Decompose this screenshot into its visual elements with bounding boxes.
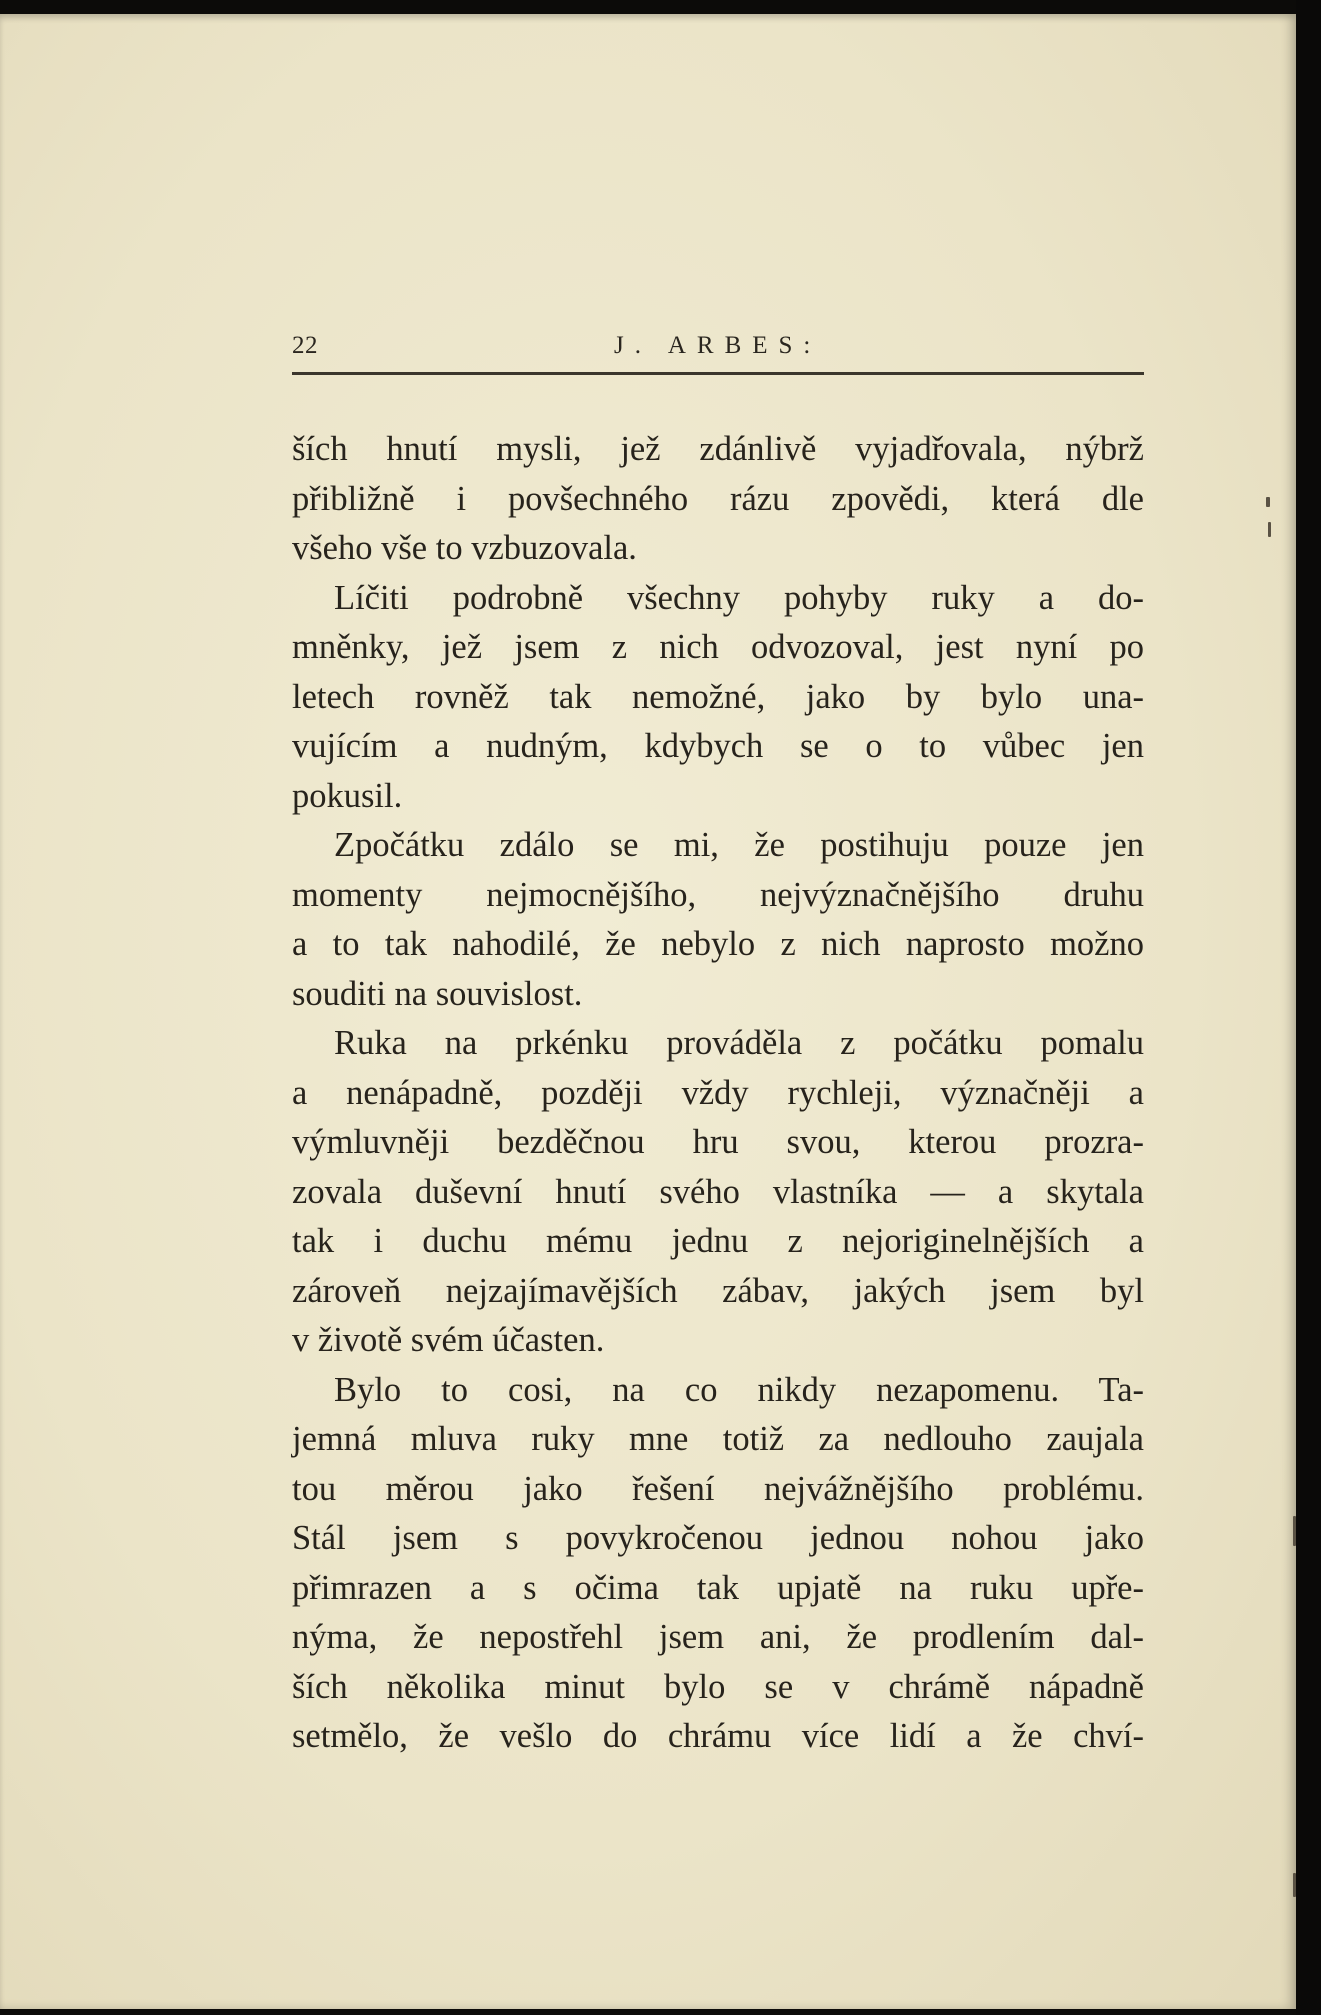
text-line: souditi na souvislost. (292, 974, 583, 1013)
page-header (292, 332, 1144, 362)
text-line: v životě svém účasten. (292, 1321, 605, 1359)
text-line: a nenápadně, později vždy rychleji, význačněji a (292, 1073, 1144, 1112)
text-line: výmluvněji bezděčnou hru svou, kterou prozra- (292, 1123, 1144, 1161)
running-head: J. ARBES: (614, 332, 822, 359)
text-line: momenty nejmocnějšího, nejvýznačnějšího druhu (292, 875, 1144, 914)
margin-speck (1293, 1873, 1296, 1897)
text-line: ších několika minut bylo se v chrámě nápadně (292, 1667, 1144, 1706)
body-text (292, 425, 1144, 1762)
paragraph (292, 821, 1144, 1019)
text-line: ších hnutí mysli, jež zdánlivě vyjadřovala, nýbrž (292, 430, 1144, 468)
text-line: Bylo to cosi, na co nikdy nezapomenu. Ta- (334, 1370, 1144, 1409)
page-edge-shadow (1296, 0, 1321, 2015)
margin-speck (1293, 1516, 1296, 1546)
margin-speck (1266, 497, 1270, 507)
text-line: jemná mluva ruky mne totiž za nedlouho zaujala (292, 1420, 1144, 1458)
text-line: Líčiti podrobně všechny pohyby ruky a do- (334, 578, 1144, 617)
text-line: setmělo, že vešlo do chrámu více lidí a že chví- (292, 1717, 1144, 1755)
text-line: mněnky, jež jsem z nich odvozoval, jest nyní po (292, 628, 1144, 666)
text-line: přimrazen a s očima tak upjatě na ruku upře- (292, 1568, 1144, 1607)
text-line: Ruka na prkénku prováděla z počátku pomalu (334, 1024, 1144, 1062)
page-number: 22 (292, 332, 318, 359)
text-line: nýma, že nepostřehl jsem ani, že prodlením dal- (292, 1618, 1144, 1656)
paragraph (292, 1366, 1144, 1762)
text-line: tou měrou jako řešení nejvážnějšího problému. (292, 1469, 1144, 1508)
text-line: letech rovněž tak nemožné, jako by bylo una- (292, 677, 1144, 716)
text-line: a to tak nahodilé, že nebylo z nich naprosto možno (292, 925, 1144, 963)
text-line: Stál jsem s povykročenou jednou nohou jako (292, 1519, 1144, 1557)
text-line: všeho vše to vzbuzovala. (292, 529, 637, 567)
text-line: vujícím a nudným, kdybych se o to vůbec jen (292, 727, 1144, 765)
paragraph (292, 425, 1144, 574)
text-line: Zpočátku zdálo se mi, že postihuju pouze jen (334, 826, 1144, 864)
text-line: zároveň nejzajímavějších zábav, jakých jsem byl (292, 1271, 1144, 1310)
text-line: tak i duchu mému jednu z nejoriginelnějších a (292, 1222, 1144, 1260)
text-line: přibližně i povšechného rázu zpovědi, která dle (292, 479, 1144, 518)
paragraph (292, 574, 1144, 822)
margin-speck (1268, 522, 1271, 537)
text-line: zovala duševní hnutí svého vlastníka — a skytala (292, 1172, 1144, 1211)
text-line: pokusil. (292, 776, 403, 815)
header-rule (292, 372, 1144, 375)
paragraph (292, 1019, 1144, 1366)
